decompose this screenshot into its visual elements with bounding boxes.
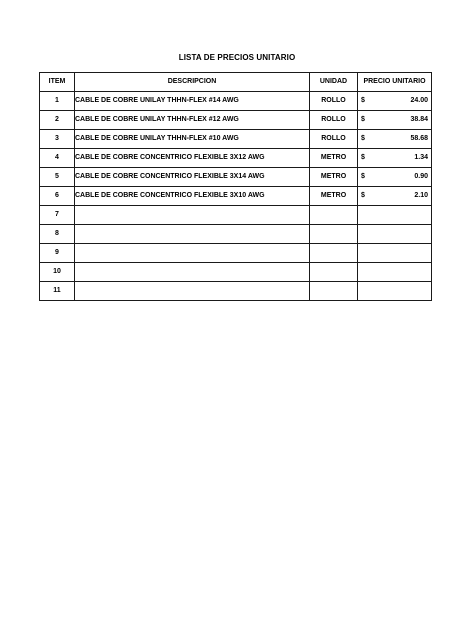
table-row <box>40 187 432 206</box>
cell-unidad: ROLLO <box>310 92 358 111</box>
cell-precio <box>358 130 432 149</box>
cell-precio <box>358 187 432 206</box>
cell-item: 4 <box>40 149 75 168</box>
cell-item: 1 <box>40 92 75 111</box>
header-descripcion: DESCRIPCION <box>75 73 310 92</box>
cell-item: 10 <box>40 263 75 282</box>
price-value: 58.68 <box>410 135 428 142</box>
cell-unidad: ROLLO <box>310 111 358 130</box>
currency-symbol: $ <box>361 192 365 199</box>
cell-item: 11 <box>40 282 75 301</box>
cell-descripcion: CABLE DE COBRE UNILAY THHN-FLEX #12 AWG <box>75 111 310 130</box>
cell-descripcion <box>75 225 310 244</box>
table-row <box>40 130 432 149</box>
cell-unidad: METRO <box>310 187 358 206</box>
price-value: 38.84 <box>410 116 428 123</box>
cell-precio <box>358 225 432 244</box>
currency-symbol: $ <box>361 116 365 123</box>
cell-precio <box>358 149 432 168</box>
table-row <box>40 225 432 244</box>
price-value: 2.10 <box>414 192 428 199</box>
header-precio: PRECIO UNITARIO <box>358 73 432 92</box>
cell-descripcion: CABLE DE COBRE UNILAY THHN-FLEX #14 AWG <box>75 92 310 111</box>
cell-unidad <box>310 206 358 225</box>
table-header-row <box>40 73 432 92</box>
cell-precio <box>358 206 432 225</box>
currency-symbol: $ <box>361 135 365 142</box>
cell-descripcion <box>75 263 310 282</box>
cell-descripcion: CABLE DE COBRE CONCENTRICO FLEXIBLE 3X10 AWG <box>75 187 310 206</box>
cell-precio <box>358 282 432 301</box>
cell-unidad <box>310 263 358 282</box>
table-row <box>40 111 432 130</box>
cell-precio <box>358 168 432 187</box>
cell-descripcion: CABLE DE COBRE UNILAY THHN-FLEX #10 AWG <box>75 130 310 149</box>
cell-precio <box>358 111 432 130</box>
price-value: 1.34 <box>414 154 428 161</box>
currency-symbol: $ <box>361 97 365 104</box>
cell-descripcion: CABLE DE COBRE CONCENTRICO FLEXIBLE 3X14 AWG <box>75 168 310 187</box>
cell-item: 3 <box>40 130 75 149</box>
page-title: LISTA DE PRECIOS UNITARIO <box>178 53 296 62</box>
cell-descripcion <box>75 282 310 301</box>
currency-symbol: $ <box>361 154 365 161</box>
table-row <box>40 263 432 282</box>
cell-unidad <box>310 282 358 301</box>
cell-unidad <box>310 244 358 263</box>
cell-item: 7 <box>40 206 75 225</box>
cell-precio <box>358 263 432 282</box>
price-value: 0.90 <box>414 173 428 180</box>
table-row <box>40 168 432 187</box>
price-table <box>39 72 432 301</box>
cell-descripcion: CABLE DE COBRE CONCENTRICO FLEXIBLE 3X12 AWG <box>75 149 310 168</box>
cell-precio <box>358 244 432 263</box>
currency-symbol: $ <box>361 173 365 180</box>
header-unidad: UNIDAD <box>310 73 358 92</box>
cell-item: 2 <box>40 111 75 130</box>
table-row <box>40 282 432 301</box>
table-row <box>40 244 432 263</box>
table-row <box>40 206 432 225</box>
table-row <box>40 92 432 111</box>
cell-unidad: METRO <box>310 168 358 187</box>
cell-item: 9 <box>40 244 75 263</box>
cell-item: 5 <box>40 168 75 187</box>
cell-unidad: ROLLO <box>310 130 358 149</box>
header-item: ITEM <box>40 73 75 92</box>
cell-precio <box>358 92 432 111</box>
cell-unidad: METRO <box>310 149 358 168</box>
cell-unidad <box>310 225 358 244</box>
cell-descripcion <box>75 244 310 263</box>
price-value: 24.00 <box>410 97 428 104</box>
cell-item: 6 <box>40 187 75 206</box>
table-row <box>40 149 432 168</box>
cell-item: 8 <box>40 225 75 244</box>
cell-descripcion <box>75 206 310 225</box>
